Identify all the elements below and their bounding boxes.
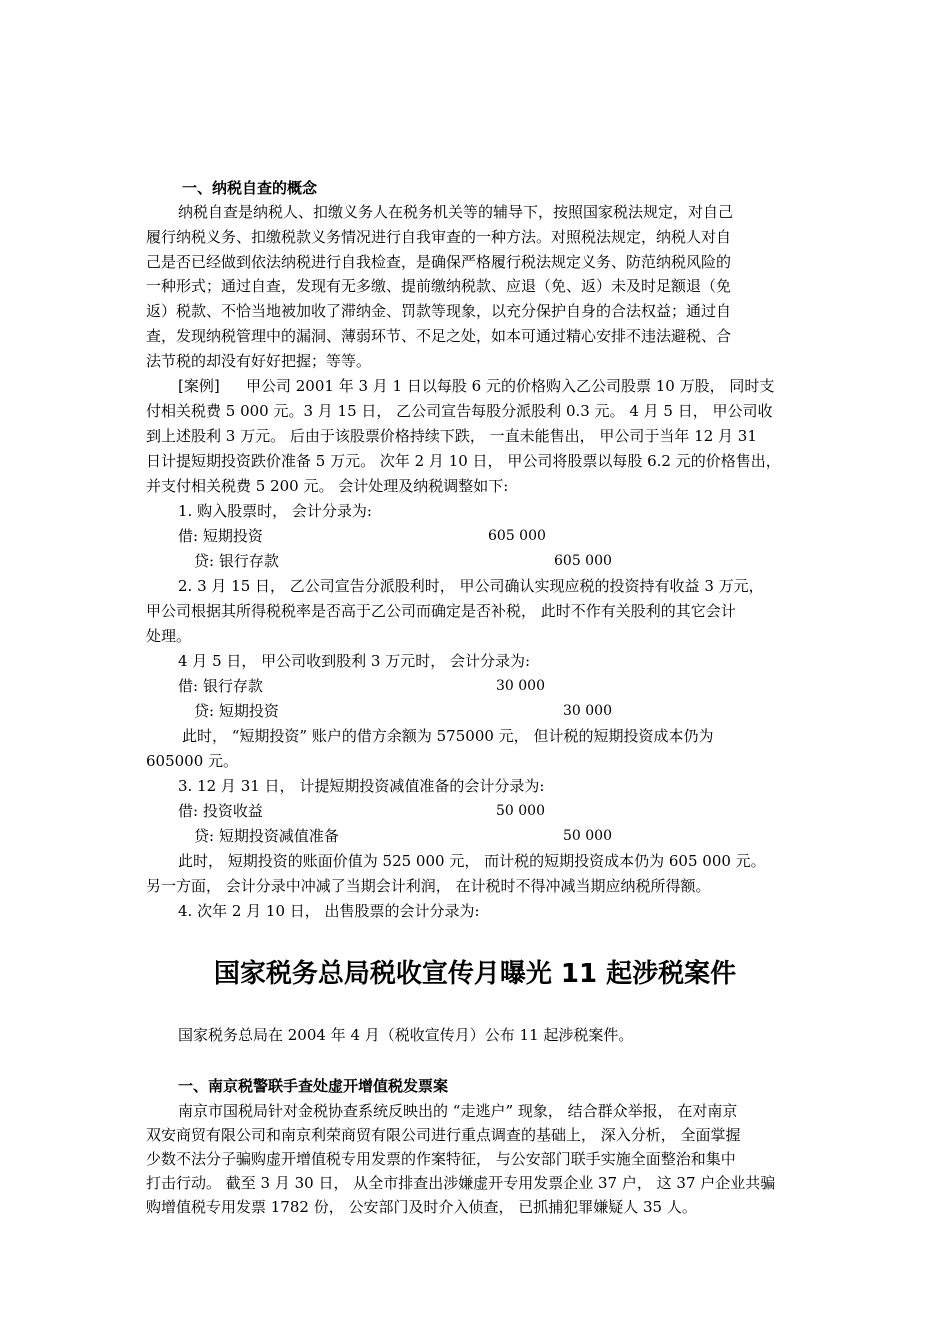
entry-debit-amount: 50 000 [496, 803, 545, 819]
step-line: 甲公司根据其所得税税率是否高于乙公司而确定是否补税， 此时不作有关股利的其它会计 [146, 602, 736, 620]
paragraph-line: 返）税款、不恰当地被加收了滞纳金、罚款等现象，以充分保护自身的合法权益；通过自 [146, 302, 732, 320]
paragraph-line: 纳税自查是纳税人、扣缴义务人在税务机关等的辅导下，按照国家税法规定，对自己 [178, 203, 734, 221]
entry-credit-label: 贷: 短期投资 [194, 702, 279, 720]
paragraph-line: 法节税的却没有好好把握；等等。 [146, 352, 372, 370]
entry-credit-label: 贷: 银行存款 [194, 552, 279, 570]
entry-credit-amount: 605 000 [554, 553, 612, 569]
step-line: 4 月 5 日， 甲公司收到股利 3 万元时， 会计分录为: [178, 652, 531, 670]
case-line: 甲公司 2001 年 3 月 1 日以每股 6 元的价格购入乙公司股票 10 万股， 同时支 [246, 377, 775, 395]
case-heading: 一、南京税警联手查处虚开增值税发票案 [178, 1077, 449, 1095]
case-line: 到上述股利 3 万元。 后由于该股票价格持续下跌， 一直未能售出， 甲公司于当年 12 月 31 [146, 427, 757, 445]
paragraph-line: 己是否已经做到依法纳税进行自我检查，是确保严格履行税法规定义务、防范纳税风险的 [146, 253, 732, 271]
case-line: 日计提短期投资跌价准备 5 万元。 次年 2 月 10 日， 甲公司将股票以每股 6.2 元的价格售出， [146, 452, 781, 470]
entry-debit-amount: 605 000 [488, 528, 546, 544]
entry-debit-label: 借: 银行存款 [178, 677, 263, 695]
case-line: 并支付相关税费 5 200 元。 会计处理及纳税调整如下: [146, 477, 509, 495]
section-heading: 一、纳税自查的概念 [182, 179, 318, 197]
entry-debit-label: 借: 短期投资 [178, 527, 263, 545]
note-line: 此时， “短期投资” 账户的借方余额为 575000 元， 但计税的短期投资成本仍为 [182, 727, 714, 745]
note-line: 另一方面， 会计分录中冲减了当期会计利润， 在计税时不得冲减当期应纳税所得额。 [146, 877, 711, 895]
article-title: 国家税务总局税收宣传月曝光 11 起涉税案件 [213, 959, 737, 989]
entry-credit-amount: 30 000 [563, 703, 612, 719]
article-intro: 国家税务总局在 2004 年 4 月（税收宣传月）公布 11 起涉税案件。 [178, 1026, 634, 1044]
entry-credit-label: 贷: 短期投资减值准备 [194, 827, 339, 845]
paragraph-line: 查，发现纳税管理中的漏洞、薄弱环节、不足之处，如本可通过精心安排不违法避税、合 [146, 327, 732, 345]
paragraph-line: 一种形式；通过自查，发现有无多缴、提前缴纳税款、应退（免、返）未及时足额退（免 [146, 277, 732, 295]
case-body-line: 双安商贸有限公司和南京利荣商贸有限公司进行重点调查的基础上， 深入分析， 全面掌握 [146, 1126, 741, 1144]
entry-credit-amount: 50 000 [563, 828, 612, 844]
case-line: 付相关税费 5 000 元。3 月 15 日， 乙公司宣告每股分派股利 0.3 元。 4 月 5 日， 甲公司收 [146, 402, 773, 420]
step-line: 4. 次年 2 月 10 日， 出售股票的会计分录为: [178, 902, 480, 920]
case-body-line: 购增值税专用发票 1782 份， 公安部门及时介入侦查， 已抓捕犯罪嫌疑人 35 人。 [146, 1198, 697, 1216]
note-line: 此时， 短期投资的账面价值为 525 000 元， 而计税的短期投资成本仍为 605 000 元。 [178, 852, 766, 870]
case-body-line: 南京市国税局针对金税协查系统反映出的 “走逃户” 现象， 结合群众举报， 在对南京 [178, 1102, 738, 1120]
case-body-line: 打击行动。 截至 3 月 30 日， 从全市排查出涉嫌虚开专用发票企业 37 户， 这 37 户企业共骗 [146, 1174, 776, 1192]
step-line: 2. 3 月 15 日， 乙公司宣告分派股利时， 甲公司确认实现应税的投资持有收益 3 万元， [178, 577, 764, 595]
note-line: 605000 元。 [146, 752, 239, 770]
case-body-line: 少数不法分子骗购虚开增值税专用发票的作案特征， 与公安部门联手实施全面整治和集中 [146, 1150, 736, 1168]
step-line: 1. 购入股票时， 会计分录为: [178, 502, 372, 520]
entry-debit-label: 借: 投资收益 [178, 802, 263, 820]
case-label: [案例] [178, 377, 220, 395]
step-line: 处理。 [146, 627, 192, 645]
step-line: 3. 12 月 31 日， 计提短期投资减值准备的会计分录为: [178, 777, 545, 795]
paragraph-line: 履行纳税义务、扣缴税款义务情况进行自我审查的一种方法。对照税法规定，纳税人对自 [146, 228, 732, 246]
entry-debit-amount: 30 000 [496, 678, 545, 694]
